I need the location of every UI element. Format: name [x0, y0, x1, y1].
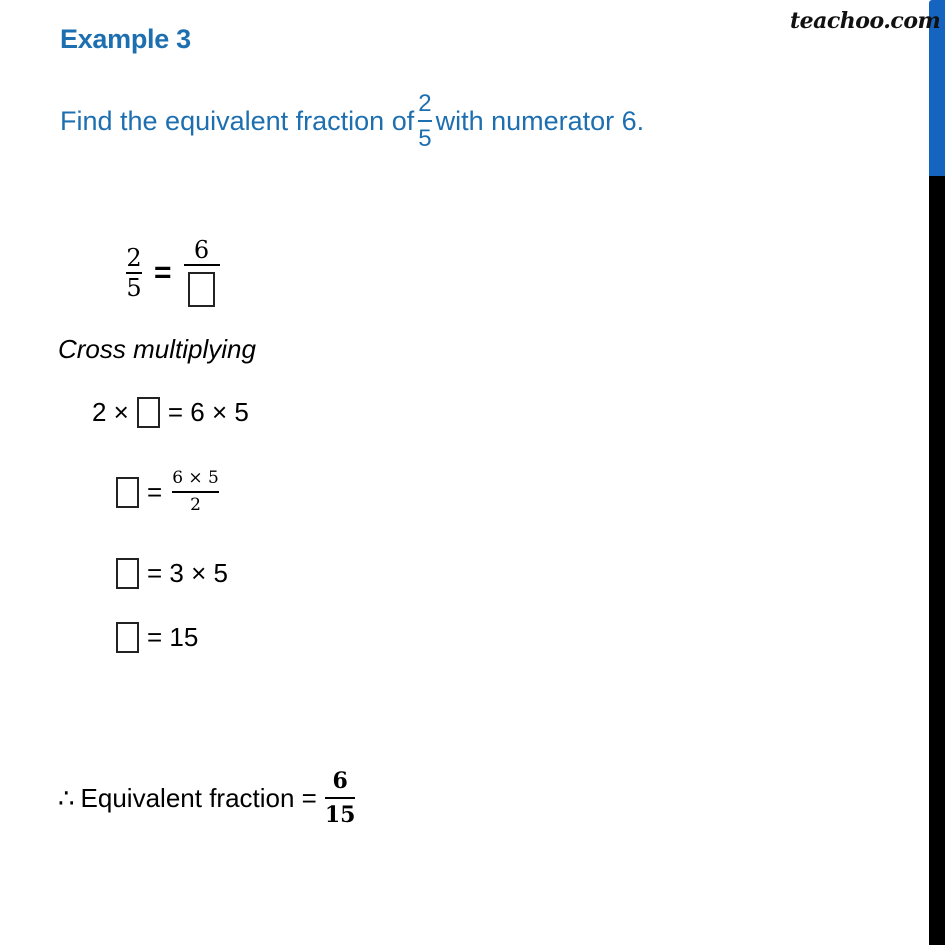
step-4 — [116, 622, 206, 653]
scroll-track[interactable] — [929, 176, 945, 945]
step-3 — [116, 558, 236, 589]
fraction-numerator: 2 — [418, 90, 432, 117]
method-label: Cross multiplying — [58, 334, 256, 364]
right-fraction — [184, 238, 220, 307]
fraction-denominator: 5 — [418, 125, 432, 152]
fraction-bar — [172, 491, 219, 493]
step-2-fraction — [172, 470, 219, 514]
step-2 — [116, 470, 223, 514]
unknown-box — [137, 397, 160, 428]
teachoo-logo: teachoo.com — [790, 8, 941, 34]
unknown-box — [116, 622, 139, 653]
left-numerator: 2 — [126, 243, 142, 272]
fraction-bar — [325, 797, 356, 799]
unknown-box — [188, 272, 215, 307]
unknown-box — [116, 477, 139, 508]
answer-denominator: 15 — [324, 802, 356, 828]
step-2-numerator: 6 × 5 — [172, 468, 219, 488]
equals-sign: = — [154, 255, 172, 289]
question-fraction — [418, 92, 431, 151]
question-prefix: Find the equivalent fraction of — [60, 106, 415, 136]
fraction-bar — [184, 264, 220, 266]
fraction-bar — [418, 120, 431, 122]
step-2-denominator: 2 — [190, 495, 201, 515]
step-4-rhs: = 15 — [147, 622, 199, 652]
unknown-box — [116, 558, 139, 589]
conclusion — [58, 770, 359, 826]
step-1-rhs: = 6 × 5 — [167, 397, 249, 427]
answer-fraction — [325, 770, 356, 826]
question-text — [60, 92, 644, 151]
left-fraction — [126, 243, 142, 302]
right-numerator: 6 — [193, 236, 210, 264]
left-denominator: 5 — [126, 273, 142, 302]
equation-setup — [122, 238, 224, 307]
step-1-lhs: 2 × — [92, 397, 129, 427]
step-2-equals: = — [147, 476, 163, 507]
therefore-icon: ∴ — [58, 782, 75, 813]
step-3-rhs: = 3 × 5 — [147, 558, 228, 588]
answer-numerator: 6 — [332, 768, 348, 794]
step-1 — [92, 397, 249, 428]
question-suffix: with numerator 6. — [435, 106, 645, 136]
conclusion-text: Equivalent fraction = — [80, 782, 317, 813]
example-title: Example 3 — [60, 24, 191, 54]
